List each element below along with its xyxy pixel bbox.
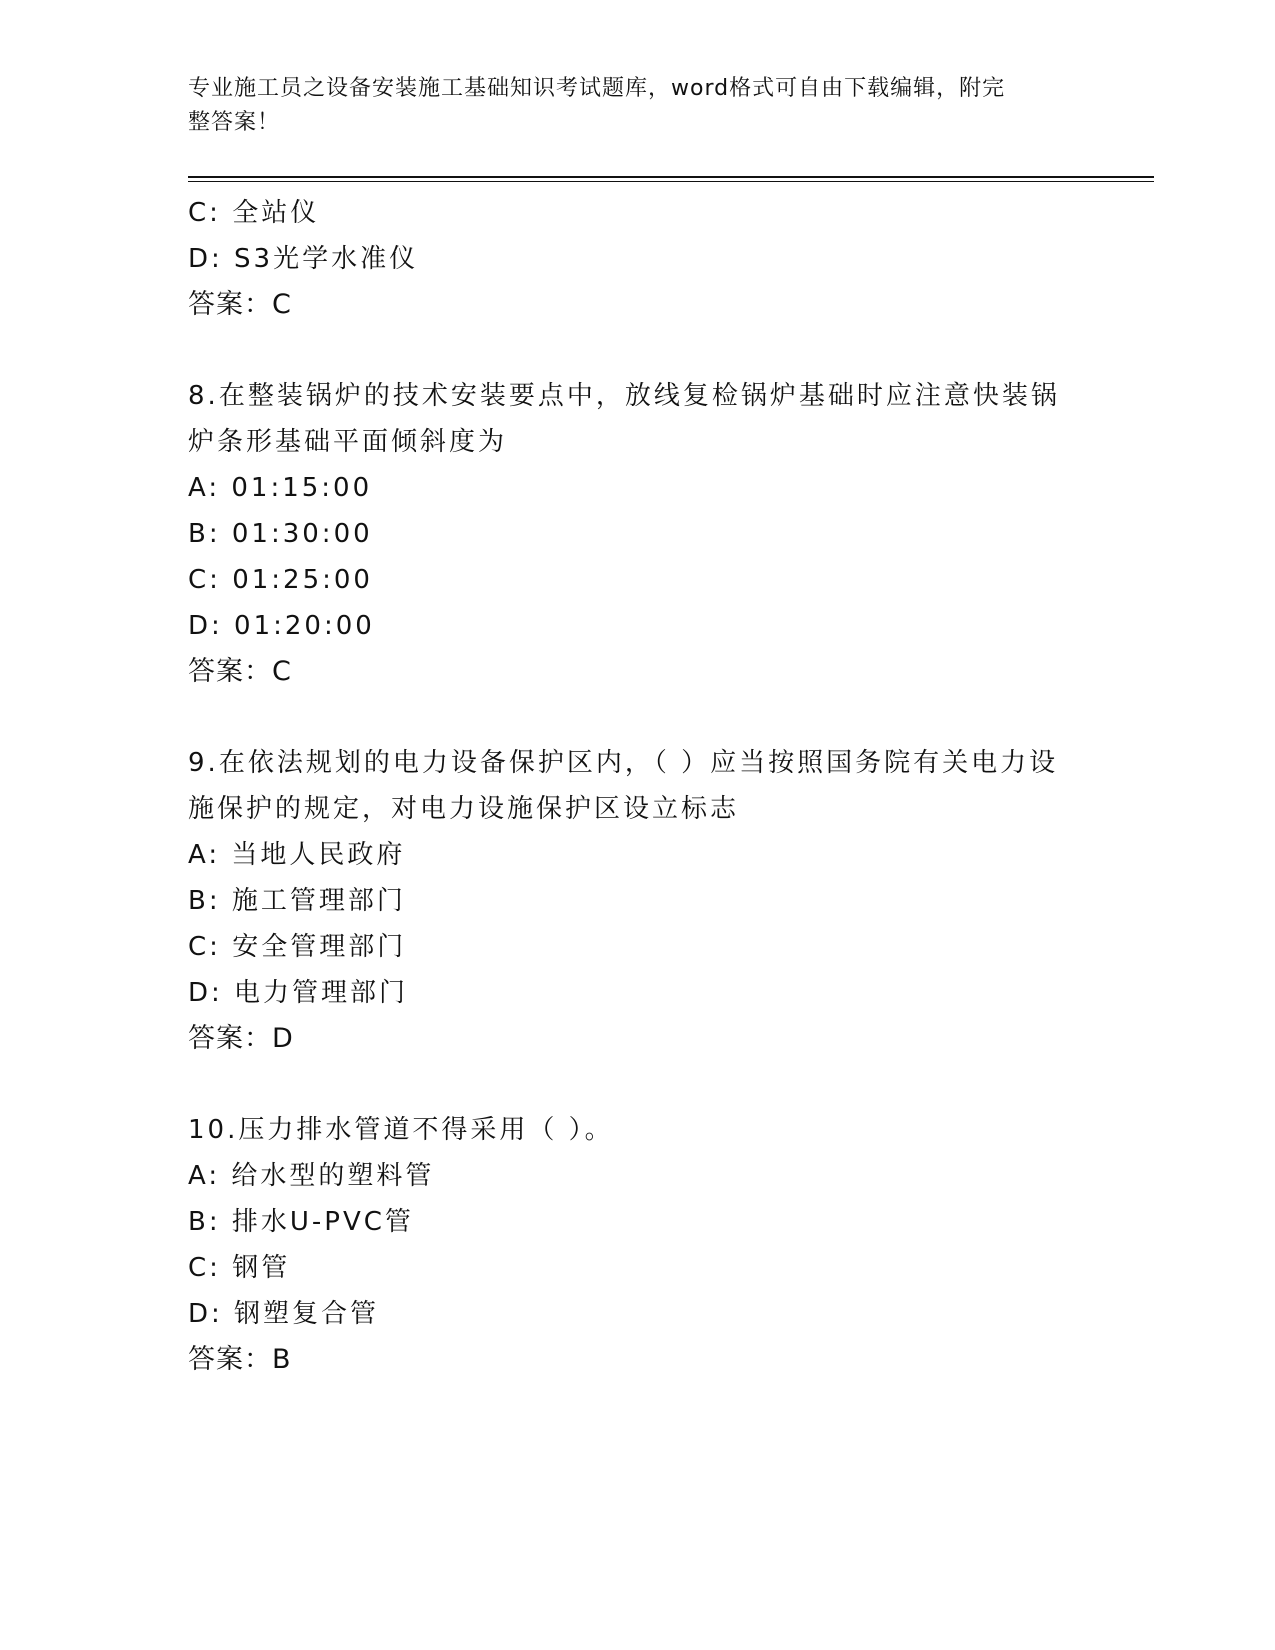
option-c (188, 1245, 1068, 1291)
question-stem: 压力排水管道不得采用（ ）。 (238, 1115, 614, 1145)
option-a (188, 1153, 1068, 1199)
question-stem-line-2: 施保护的规定，对电力设施保护区设立标志 (188, 794, 740, 824)
option-label: C: (188, 1253, 221, 1283)
option-a (188, 465, 1068, 511)
option-text: 安全管理部门 (232, 932, 407, 962)
page-header (188, 72, 1068, 140)
spacer (188, 1062, 1068, 1107)
question-number: 9. (188, 748, 219, 778)
option-text: 当地人民政府 (231, 840, 406, 870)
option-label: D: (188, 1299, 223, 1329)
option-b (188, 511, 1068, 557)
option-c (188, 557, 1068, 603)
question-8 (188, 373, 1068, 695)
option-d (188, 1291, 1068, 1337)
option-label: A: (188, 473, 221, 503)
option-text: 01:20:00 (234, 611, 375, 641)
option-text: 排水U-PVC管 (231, 1207, 414, 1237)
answer-line: 答案：C (188, 289, 292, 320)
answer-line: 答案：C (188, 656, 292, 687)
option-c (188, 190, 1068, 236)
option-label: C: (188, 565, 221, 595)
option-b (188, 1199, 1068, 1245)
option-text: 01:25:00 (232, 565, 373, 595)
option-text: S3光学水准仪 (234, 244, 419, 274)
header-divider (188, 176, 1154, 182)
option-label: B: (188, 886, 221, 916)
option-text: 01:15:00 (231, 473, 373, 503)
option-label: B: (188, 1207, 221, 1237)
option-b (188, 878, 1068, 924)
option-text: 钢管 (232, 1253, 291, 1283)
option-text: 施工管理部门 (231, 886, 406, 916)
question-stem: 在依法规划的电力设备保护区内，（ ）应当按照国务院有关电力设 (218, 748, 1059, 778)
answer-line: 答案：D (188, 1023, 294, 1054)
header-title-line-2: 整答案！ (188, 110, 281, 135)
option-label: D: (188, 978, 223, 1008)
option-d (188, 603, 1068, 649)
header-title-line-1: 专业施工员之设备安装施工基础知识考试题库，word格式可自由下载编辑，附完 (188, 76, 1006, 101)
question-stem-line-1 (188, 740, 1068, 786)
question-10 (188, 1107, 1068, 1383)
option-label: C: (188, 932, 221, 962)
option-a (188, 832, 1068, 878)
option-text: 01:30:00 (231, 519, 373, 549)
option-label: B: (188, 519, 221, 549)
option-d (188, 236, 1068, 282)
spacer (188, 328, 1068, 373)
question-9 (188, 740, 1068, 1062)
option-label: D: (188, 244, 223, 274)
question-stem: 在整装锅炉的技术安装要点中，放线复检锅炉基础时应注意快装锅 (218, 381, 1060, 411)
answer-line: 答案：B (188, 1344, 292, 1375)
option-text: 给水型的塑料管 (231, 1161, 435, 1191)
question-stem-line-2: 炉条形基础平面倾斜度为 (188, 427, 508, 457)
option-label: A: (188, 840, 221, 870)
option-text: 钢塑复合管 (234, 1299, 380, 1329)
option-text: 电力管理部门 (234, 978, 409, 1008)
question-stem-line-1 (188, 1107, 1068, 1153)
question-stem-line-1 (188, 373, 1068, 419)
question-content (188, 190, 1068, 1383)
option-text: 全站仪 (232, 198, 320, 228)
spacer (188, 695, 1068, 740)
option-c (188, 924, 1068, 970)
option-d (188, 970, 1068, 1016)
question-number: 8. (188, 381, 219, 411)
question-7-tail (188, 190, 1068, 328)
question-number: 10. (188, 1115, 239, 1145)
option-label: D: (188, 611, 223, 641)
option-label: A: (188, 1161, 221, 1191)
option-label: C: (188, 198, 221, 228)
